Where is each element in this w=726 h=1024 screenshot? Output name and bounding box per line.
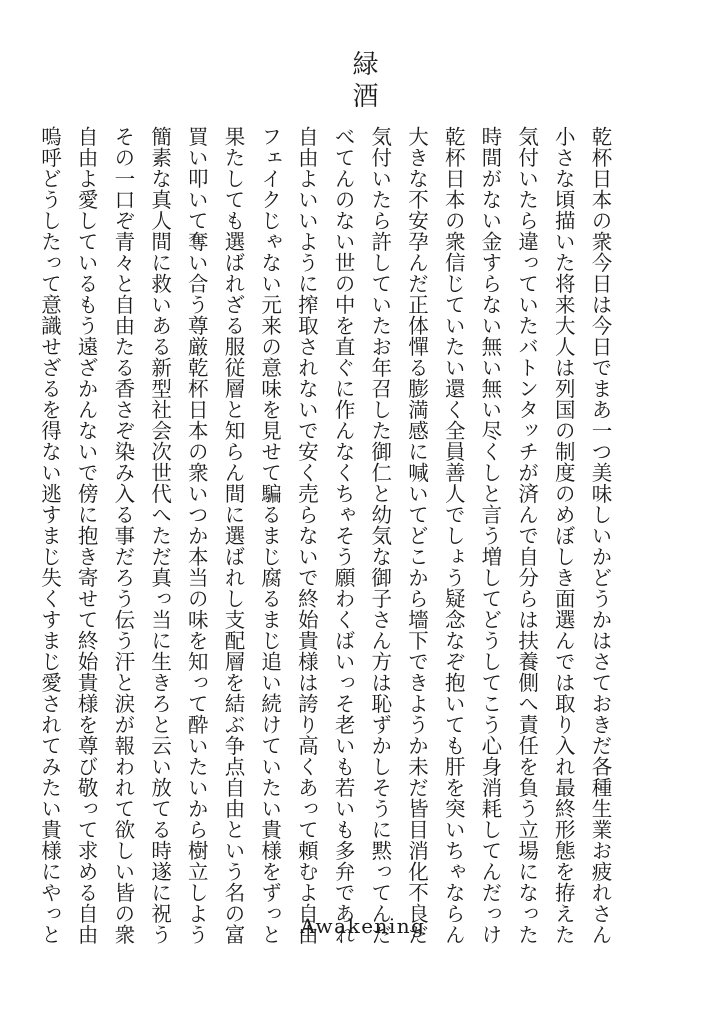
poem-line: 果たしても選ばれざる服従層と知らん間に選ばれし支配層を結ぶ争点自由という名の富 — [220, 126, 245, 945]
poem-line: その一口ぞ青々と自由たる香さぞ染み入る事だろう伝う汗と涙が報われて欲しい皆の衆 — [110, 126, 135, 945]
poem-line: 嗚呼どうしたって意識せざるを得ない逃すまじ失くすまじ愛されてみたい貴様にやっと — [37, 126, 62, 945]
poem-line: 気付いたら許していたお年召した御仁と幼気な御子さん方は恥ずかしそうに黙ってんだ — [367, 126, 392, 945]
poem-line: 買い叩いて奪い合う尊厳乾杯日本の衆いつか本当の味を知って酔いたいから樹立しよう — [184, 126, 209, 945]
poem-line: 気付いたら違っていたバトンタッチが済んで自分らは扶養側へ責任を負う立場になった — [514, 126, 539, 945]
poem-line: 乾杯日本の衆今日は今日でまあ一つ美味しいかどうかはさておきだ各種生業お疲れさん — [588, 126, 612, 945]
poem-title: 緑酒 — [348, 50, 378, 114]
poem-line: 大きな不安孕んだ正体憚る膨満感に喊いてどこから墻下できようか未だ皆目消化不良だ — [404, 126, 429, 945]
poem-line: 乾杯日本の衆信じていたい還く全員善人でしょう疑念なぞ抱いても肝を突いちゃならん — [441, 126, 466, 945]
poem-line: フェイクじゃない元来の意味を見せて騙るまじ腐るまじ追い続けていたい貴様をずっと — [257, 126, 282, 945]
poem-line: べてんのない世の中を直ぐに作んなくちゃそう願わくばいっそ老いも若いも多弁であれ — [331, 126, 356, 945]
footer-caption: Awakening — [300, 914, 426, 938]
poem-line: 自由よ愛しているもう遠ざかんないで傍に抱き寄せて終始貴様を尊び敬って求める自由 — [74, 126, 99, 945]
poem-line: 時間がない金すらない無い無い尽くしと言う増してどうしてこう心身消耗してんだっけ — [477, 126, 502, 945]
poem-line: 簡素な真人間に救いある新型社会次世代へただ真っ当に生きろと云い放てる時遂に祝う — [147, 126, 172, 945]
poem-line: 小さな頃描いた将来大人は列国の制度のめぼしき面選んでは取り入れ最終形態を拵えた — [551, 126, 576, 945]
poem-line: 自由よいいように搾取されないで安く売らないで終始貴様は誇り高くあって頼むよ自由 — [294, 126, 319, 945]
